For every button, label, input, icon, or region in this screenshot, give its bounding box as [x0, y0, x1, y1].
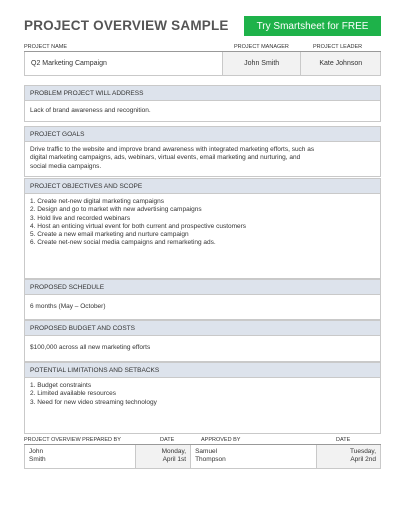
- goals-text[interactable]: [25, 142, 380, 176]
- limitation-item: 3. Need for new video streaming technology: [30, 398, 157, 406]
- schedule-text[interactable]: 6 months (May – October): [30, 302, 106, 310]
- limitations-heading: POTENTIAL LIMITATIONS AND SETBACKS: [25, 363, 380, 378]
- signoff-row: [24, 445, 381, 469]
- prepared-by-first: John: [29, 448, 44, 455]
- budget-section: [24, 320, 381, 362]
- project-manager-field[interactable]: John Smith: [223, 52, 302, 75]
- approved-date-field[interactable]: [317, 445, 380, 468]
- goals-section: [24, 126, 381, 177]
- budget-heading: PROPOSED BUDGET AND COSTS: [25, 321, 380, 336]
- limitations-text[interactable]: [25, 378, 380, 433]
- problem-text[interactable]: Lack of brand awareness and recognition.: [30, 106, 151, 114]
- goals-line: Drive traffic to the website and improve brand awareness with integrated marketing efforts, such as: [30, 146, 315, 153]
- prepared-by-last: Smith: [29, 456, 46, 463]
- project-name-label: PROJECT NAME: [24, 44, 67, 50]
- objective-item: 1. Create net-new digital marketing campaigns: [30, 198, 165, 205]
- objectives-heading: PROJECT OBJECTIVES AND SCOPE: [25, 179, 380, 194]
- project-name-field[interactable]: Q2 Marketing Campaign: [25, 52, 223, 75]
- schedule-section: [24, 279, 381, 320]
- objectives-section: [24, 178, 381, 279]
- problem-section: [24, 85, 381, 122]
- prepared-date-day: Monday,: [161, 448, 187, 455]
- approved-date-date: April 2nd: [350, 456, 376, 463]
- objective-item: 2. Design and go to market with new advertising campaigns: [30, 206, 202, 214]
- schedule-heading: PROPOSED SCHEDULE: [25, 280, 380, 295]
- limitations-section: [24, 362, 381, 434]
- approved-by-field[interactable]: [191, 445, 317, 468]
- objectives-text[interactable]: [25, 194, 380, 278]
- approved-by-label: APPROVED BY: [201, 437, 241, 443]
- project-manager-label: PROJECT MANAGER: [234, 44, 289, 50]
- limitation-item: 2. Limited available resources: [30, 390, 116, 398]
- objective-item: 3. Hold live and recorded webinars: [30, 214, 131, 222]
- objective-item: 6. Create net-new social media campaigns and remarketing ads.: [30, 239, 216, 247]
- goals-line: social media campaigns.: [30, 162, 102, 170]
- approved-date-day: Tuesday,: [349, 448, 376, 455]
- project-leader-field[interactable]: Kate Johnson: [301, 52, 380, 75]
- project-info-row: [24, 52, 381, 76]
- goals-line: digital marketing campaigns, ads, webinars, virtual events, email marketing and nurturing, and: [30, 154, 301, 162]
- approved-date-label: DATE: [336, 437, 351, 443]
- prepared-date-label: DATE: [160, 437, 175, 443]
- goals-heading: PROJECT GOALS: [25, 127, 380, 142]
- prepared-by-field[interactable]: [25, 445, 136, 468]
- objective-item: 4. Host an enticing virtual event for both current and prospective customers: [30, 222, 247, 230]
- project-leader-label: PROJECT LEADER: [313, 44, 363, 50]
- try-smartsheet-button[interactable]: Try Smartsheet for FREE: [244, 16, 381, 36]
- approved-by-first: Samuel: [195, 448, 218, 455]
- page-title: PROJECT OVERVIEW SAMPLE: [24, 18, 229, 33]
- limitation-item: 1. Budget constraints: [30, 382, 92, 389]
- prepared-date-field[interactable]: [136, 445, 191, 468]
- problem-heading: PROBLEM PROJECT WILL ADDRESS: [25, 86, 380, 101]
- budget-text[interactable]: $100,000 across all new marketing efforts: [30, 344, 151, 352]
- approved-by-last: Thompson: [195, 456, 226, 463]
- prepared-by-label: PROJECT OVERVIEW PREPARED BY: [24, 437, 121, 443]
- prepared-date-date: April 1st: [162, 456, 187, 463]
- objective-item: 5. Create a new email marketing and nurture campaign: [30, 231, 189, 239]
